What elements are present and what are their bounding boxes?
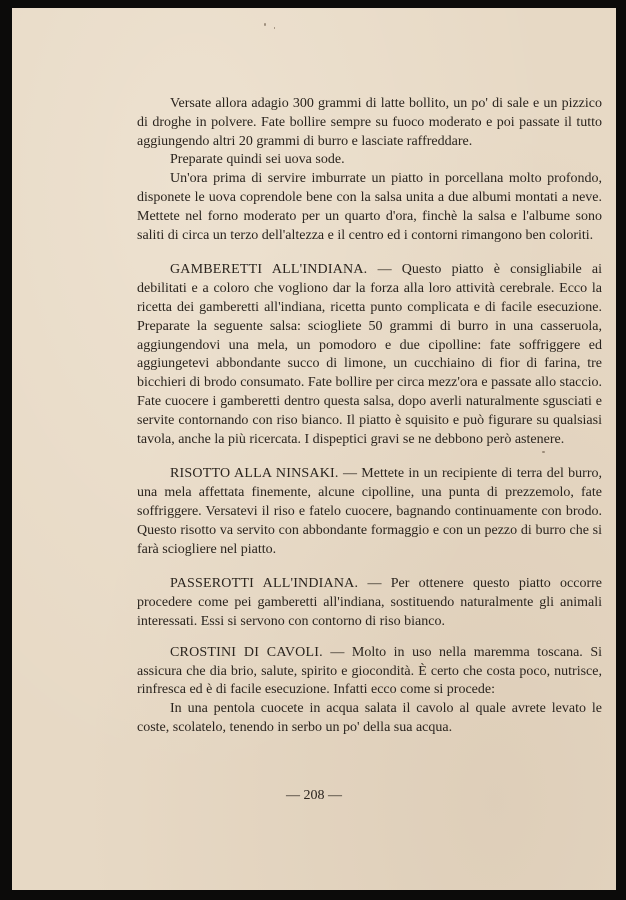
- recipe-crostini: [137, 644, 602, 700]
- paragraph: In una pentola cuocete in acqua salata il cavolo al quale avrete levato le coste, scolatelo, tenendo in serbo un po' della sua acqua.: [137, 701, 602, 735]
- paragraph: Versate allora adagio 300 grammi di latte bollito, un po' di sale e un pizzico di droghe in polvere. Fate bollire sempre su fuoco moderato e poi passate il tutto aggiungendo altri 20 grammi di burro e lasciate raffreddare.: [137, 96, 602, 149]
- recipe-body: — Questo piatto è consigliabile ai debilitati e a coloro che vogliono dar la forza alla loro attività cerebrale. Ecco la ricetta dei gamberetti all'indiana, ricetta punto complicata e di facile esecuzione. Preparate la seguente salsa: sciogliete 50 grammi di burro in una casseruola, aggiungendovi una mela, un pomodoro e due cipolline: fate soffriggere ed aggiungetevi abbondante succo di limone, un cucchiaino di fior di farina, tre bicchieri di brodo consumato. Fate bollire per circa mezz'ora e passate allo staccio. Fate cuocere i gamberetti dentro questa salsa, dopo averli naturalmente sgusciati e servite contornando con riso bianco. Il piatto è squisito e può figurare su qualsiasi tavola, anche la più ricercata. I dispeptici gravi se ne debbono però astenere.: [137, 262, 602, 447]
- page-number: — 208 —: [286, 788, 342, 803]
- book-page: [12, 8, 616, 890]
- recipe-body: — Molto in uso nella maremma toscana. Si assicura che dia brio, salute, spirito e giocondità. È certo che costa poco, nutrisce, rinfresca ed è di facile esecuzione. Infatti ecco come si procede:: [137, 644, 602, 698]
- recipe-passerotti: [137, 575, 602, 631]
- recipe-heading: PASSEROTTI ALL'INDIANA.: [170, 576, 359, 592]
- recipe-heading: RISOTTO ALLA NINSAKI.: [170, 466, 339, 482]
- paragraph: Preparate quindi sei uova sode.: [170, 152, 345, 168]
- recipe-heading: CROSTINI DI CAVOLI.: [170, 644, 323, 660]
- recipe-body: — Per ottenere questo piatto occorre procedere come pei gamberetti all'indiana, sostituendo naturalmente gli animali interessati. Essi si servono con contorno di riso bianco.: [137, 576, 602, 629]
- page-text: [137, 95, 602, 738]
- recipe-body: — Mettete in un recipiente di terra del burro, una mela affettata finemente, alcune cipolline, una punta di prezzemolo, fate soffriggere. Versatevi il riso e fatelo cuocere, bagnando continuamente con brodo. Questo risotto va servito con abbondante formaggio e con un pezzo di burro che si farà sciogliere nel piatto.: [137, 466, 603, 557]
- recipe-gamberetti: [137, 261, 602, 449]
- recipe-heading: GAMBERETTI ALL'INDIANA.: [170, 262, 368, 278]
- paper-speck: [274, 27, 275, 29]
- paper-speck: [264, 23, 266, 26]
- paragraph: Un'ora prima di servire imburrate un piatto in porcellana molto profondo, disponete le uova coprendole bene con la salsa unita a due albumi montati a neve. Mettete nel forno moderato per un quarto d'ora, finchè la salsa e l'albume sono saliti di circa un terzo dell'altezza e il centro ed i contorni rimangono ben coloriti.: [137, 171, 602, 243]
- recipe-risotto: [137, 465, 602, 559]
